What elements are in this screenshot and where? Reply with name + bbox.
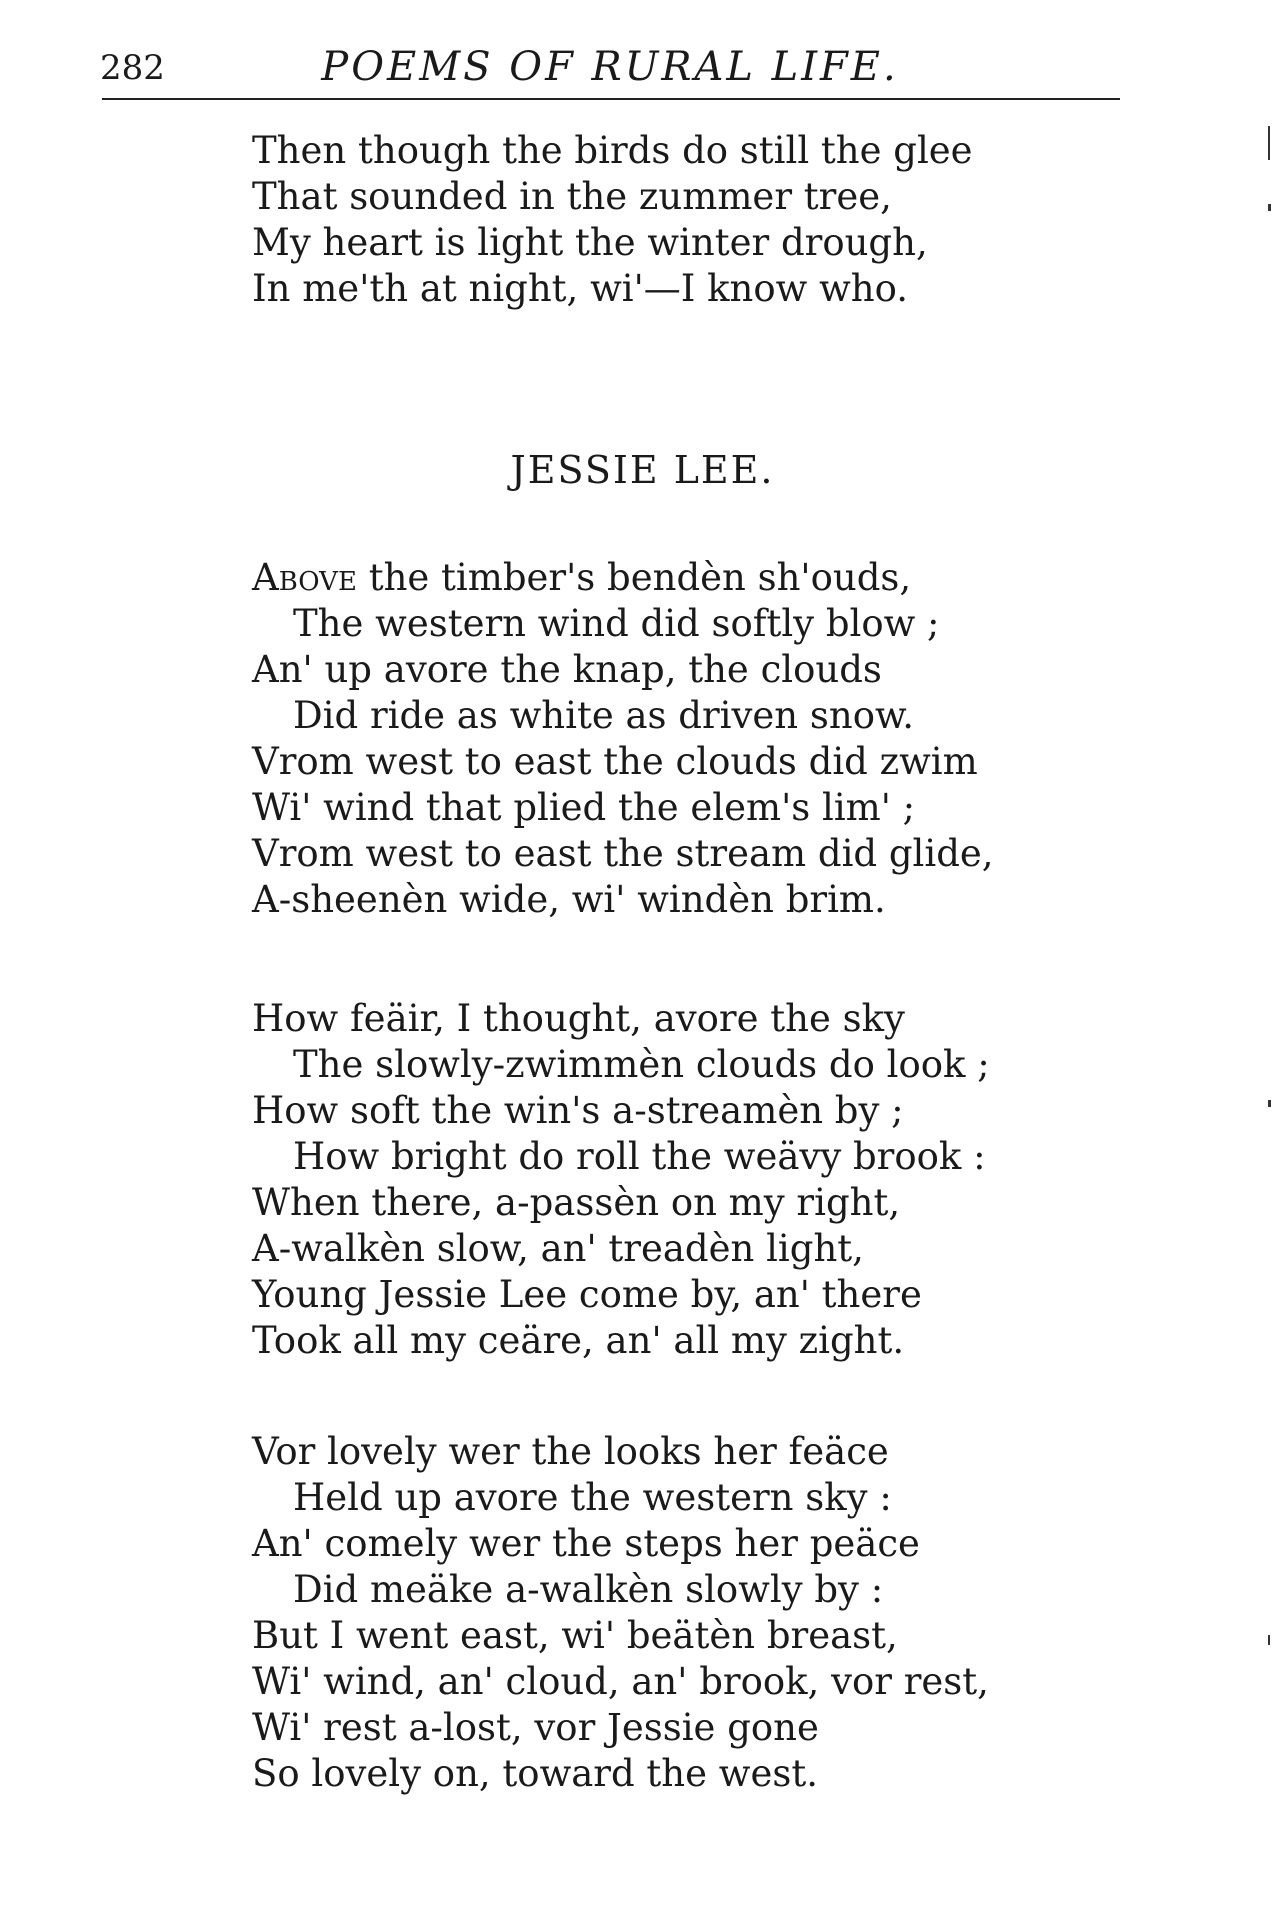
poem-line-first <box>252 555 994 601</box>
poem-line: Young Jessie Lee come by, an' there <box>252 1273 922 1316</box>
drop-word: Above <box>252 556 357 599</box>
page-number: 282 <box>100 48 165 88</box>
stanza-2 <box>252 996 990 1364</box>
running-title: POEMS OF RURAL LIFE. <box>321 44 899 90</box>
poem-line: Did ride as white as driven snow. <box>293 694 915 737</box>
poem-line: When there, a-passèn on my right, <box>252 1181 901 1224</box>
scan-mark <box>1268 126 1270 160</box>
poem-line: Wi' rest a-lost, vor Jessie gone <box>252 1706 819 1749</box>
page-header <box>100 36 1120 96</box>
poem-line: But I went east, wi' beätèn breast, <box>252 1614 898 1657</box>
poem-line: Took all my ceäre, an' all my zight. <box>252 1319 905 1362</box>
header-rule <box>102 98 1120 100</box>
poem-line: The slowly-zwimmèn clouds do look ; <box>293 1043 990 1086</box>
poem-line: Vor lovely wer the looks her feäce <box>252 1430 889 1473</box>
poem-line: Wi' wind, an' cloud, an' brook, vor rest, <box>252 1660 989 1703</box>
scan-mark <box>1268 1100 1271 1107</box>
poem-title: JESSIE LEE. <box>510 448 775 492</box>
poem-line: Vrom west to east the clouds did zwim <box>252 740 978 783</box>
poem-line: The western wind did softly blow ; <box>293 602 940 645</box>
poem-line: A-sheenèn wide, wi' windèn brim. <box>252 878 886 921</box>
poem-line: How feäir, I thought, avore the sky <box>252 997 905 1040</box>
poem-line: Vrom west to east the stream did glide, <box>252 832 994 875</box>
poem-line: An' comely wer the steps her peäce <box>252 1522 920 1565</box>
poem-line: How bright do roll the weävy brook : <box>293 1135 986 1178</box>
poem-line: Held up avore the western sky : <box>293 1476 892 1519</box>
poem-line: My heart is light the winter drough, <box>252 221 928 264</box>
first-line-rest: the timber's bendèn sh'ouds, <box>356 556 912 599</box>
poem-line: A-walkèn slow, an' treadèn light, <box>252 1227 864 1270</box>
poem-line: In me'th at night, wi'—I know who. <box>252 267 908 310</box>
scan-mark <box>1268 1635 1270 1645</box>
poem-line: How soft the win's a-streamèn by ; <box>252 1089 904 1132</box>
poem-line: Wi' wind that plied the elem's lim' ; <box>252 786 916 829</box>
poem-line: That sounded in the zummer tree, <box>252 175 892 218</box>
scan-mark <box>1268 204 1271 211</box>
poem-line: Then though the birds do still the glee <box>252 129 973 172</box>
stanza-3 <box>252 1429 989 1797</box>
poem-line: Did meäke a-walkèn slowly by : <box>293 1568 884 1611</box>
previous-poem-ending <box>252 128 973 312</box>
stanza-1 <box>252 555 994 923</box>
poem-line: So lovely on, toward the west. <box>252 1752 818 1795</box>
poem-line: An' up avore the knap, the clouds <box>252 648 882 691</box>
